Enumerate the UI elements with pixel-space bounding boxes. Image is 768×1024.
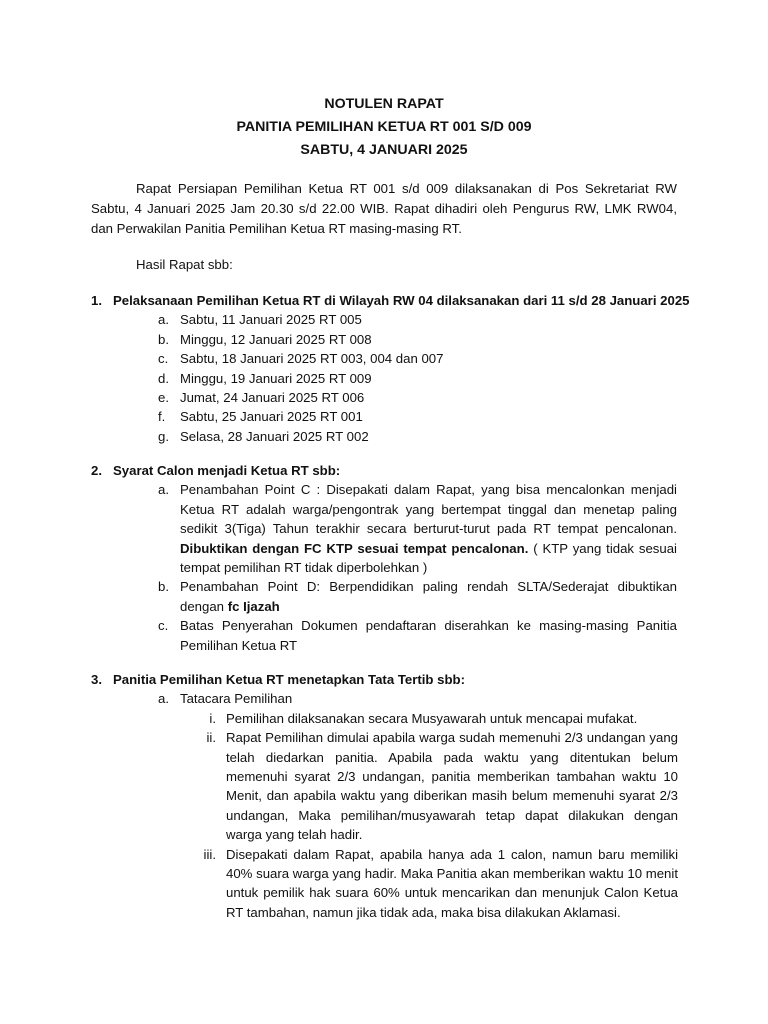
list-marker: b. <box>158 331 169 347</box>
list-marker: f. <box>158 409 166 425</box>
list-item-text: Disepakati dalam Rapat, apabila hanya ada 1 calon, namun baru memiliki 40% suara warga yang hadir. Maka Panitia akan memberikan waktu 10 menit untuk pemilik hak suara 60% untuk mencarikan dan menunjuk Calon Ketua RT tambahan, namun jika tidak ada, maka bisa dilakukan Aklamasi. <box>226 846 678 920</box>
section-heading-text: Pelaksanaan Pemilihan Ketua RT di Wilayah RW 04 dilaksanakan dari 11 s/d 28 Januari 2025 <box>113 293 690 308</box>
list-item <box>91 709 678 728</box>
list-marker: b. <box>158 579 169 595</box>
section-heading-text: Panitia Pemilihan Ketua RT menetapkan Tata Tertib sbb: <box>113 672 465 687</box>
item-text-after: ( KTP yang tidak sesuai tempat pemilihan RT tidak diperbolehkan ) <box>180 540 677 576</box>
section-3 <box>91 670 691 922</box>
section-number: 2. <box>91 463 102 478</box>
list-marker: c. <box>158 351 169 367</box>
list-item-text: Sabtu, 25 Januari 2025 RT 001 <box>180 409 363 425</box>
list-item-text: Rapat Pemilihan dimulai apabila warga sudah memenuhi 2/3 undangan yang telah diedarkan panitia. Apabila pada waktu yang ditentukan belum memenuhi syarat 2/3 undangan, panitia memberikan tambahan waktu 10 Menit, dan apabila waktu yang diberikan masih belum memenuhi syarat 2/3 undangan, Maka pemilihan/musyawarah tetap dapat dilakukan dengan warga yang telah hadir. <box>226 730 678 843</box>
list-item <box>91 349 677 368</box>
list-item-text: Sabtu, 11 Januari 2025 RT 005 <box>180 312 362 328</box>
list-item <box>91 689 677 708</box>
list-marker: i. <box>209 710 216 726</box>
list-item-text: Selasa, 28 Januari 2025 RT 002 <box>180 428 369 444</box>
list-item-text <box>180 579 677 613</box>
list-marker: ii. <box>206 730 216 746</box>
list-item <box>91 845 678 923</box>
section-number: 3. <box>91 672 102 687</box>
document-title: NOTULEN RAPAT <box>324 96 444 112</box>
item-text: Penambahan Point D: Berpendidikan paling rendah SLTA/Sederajat dibuktikan dengan <box>180 579 677 614</box>
schedule-list <box>91 310 691 446</box>
list-marker: a. <box>158 312 169 328</box>
list-item-text: Jumat, 24 Januari 2025 RT 006 <box>180 390 365 406</box>
document-date: SABTU, 4 JANUARI 2025 <box>300 142 468 158</box>
list-marker: c. <box>158 618 169 634</box>
procedure-list <box>91 709 691 922</box>
item-emphasis: fc Ijazah <box>227 598 280 614</box>
document-subtitle: PANITIA PEMILIHAN KETUA RT 001 S/D 009 <box>236 119 532 135</box>
section-heading <box>91 291 691 310</box>
list-item <box>91 330 677 349</box>
list-item-text <box>180 482 677 575</box>
list-marker: d. <box>158 370 169 386</box>
list-item <box>91 728 678 844</box>
list-item-text: Minggu, 12 Januari 2025 RT 008 <box>180 331 372 347</box>
list-item <box>91 388 677 407</box>
list-marker: a. <box>158 691 169 707</box>
list-item-text: Tatacara Pemilihan <box>180 691 293 707</box>
item-text: Penambahan Point C : Disepakati dalam Rapat, yang bisa mencalonkan menjadi Ketua RT adalah warga/pengontrak yang bertempat tinggal dan menetap paling sedikit 3(Tiga) Tahun terakhir secara berturut-turut pada RT tempat pencalonan. <box>180 482 677 537</box>
list-marker: iii. <box>203 846 216 862</box>
requirements-list <box>91 480 691 655</box>
section-heading-text: Syarat Calon menjadi Ketua RT sbb: <box>113 463 341 478</box>
list-marker: a. <box>158 482 169 498</box>
section-heading <box>91 461 691 480</box>
list-item <box>91 369 677 388</box>
list-item <box>91 427 677 446</box>
results-heading: Hasil Rapat sbb: <box>136 257 233 272</box>
item-emphasis: Dibuktikan dengan FC KTP sesuai tempat pencalonan. <box>180 540 529 556</box>
list-item-text: Batas Penyerahan Dokumen pendaftaran diserahkan ke masing-masing Panitia Pemilihan Ketua RT <box>180 618 677 653</box>
section-2 <box>91 461 691 655</box>
rules-list <box>91 689 691 708</box>
list-item-text: Pemilihan dilaksanakan secara Musyawarah untuk mencapai mufakat. <box>226 710 638 726</box>
list-item <box>91 407 677 426</box>
list-marker: e. <box>158 390 169 406</box>
list-item <box>91 310 677 329</box>
list-item-text: Sabtu, 18 Januari 2025 RT 003, 004 dan 007 <box>180 351 444 367</box>
section-number: 1. <box>91 293 102 308</box>
intro-paragraph: Rapat Persiapan Pemilihan Ketua RT 001 s/d 009 dilaksanakan di Pos Sekretariat RW Sabtu, 4 Januari 2025 Jam 20.30 s/d 22.00 WIB. Rapat dihadiri oleh Pengurus RW, LMK RW04, dan Perwakilan Panitia Pemilihan Ketua RT masing-masing RT. <box>91 181 677 236</box>
section-heading <box>91 670 691 689</box>
section-1 <box>91 291 691 446</box>
list-item <box>91 577 677 616</box>
list-item <box>91 616 677 655</box>
list-marker: g. <box>158 428 169 444</box>
list-item-text: Minggu, 19 Januari 2025 RT 009 <box>180 370 372 386</box>
list-item <box>91 480 677 577</box>
